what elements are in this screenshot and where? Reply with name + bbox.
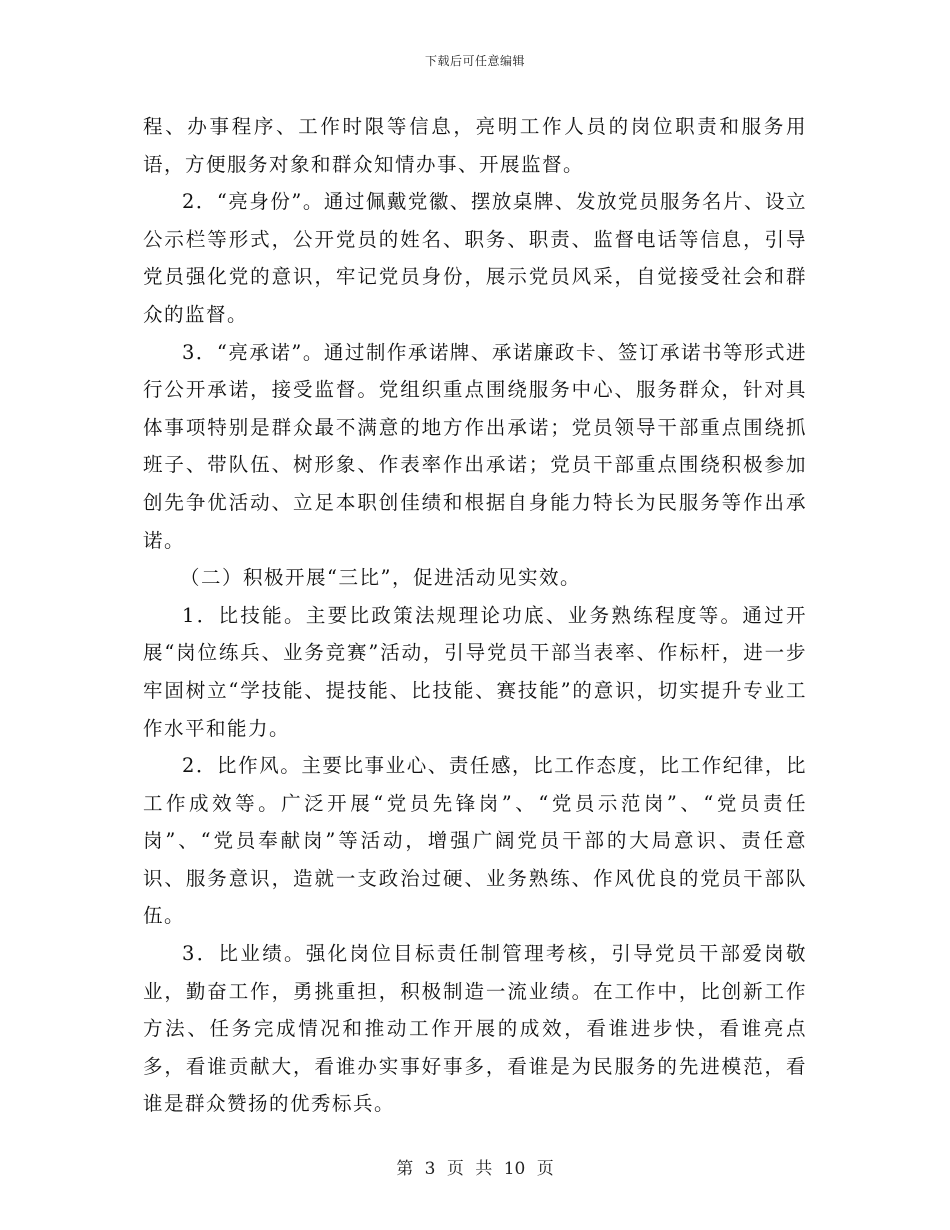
page-number-footer: 第 3 页 共 10 页 xyxy=(396,1159,554,1179)
paragraph-show-identity: 2．“亮身份”。通过佩戴党徽、摆放桌牌、发放党员服务名片、设立公示栏等形式，公开党员的姓名、职务、职责、监督电话等信息，引导党员强化党的意识，牢记党员身份，展示党员风采，自觉接受社会和群众的监督。 xyxy=(143,190,807,326)
paragraph-continuation: 程、办事程序、工作时限等信息，亮明工作人员的岗位职责和服务用语，方便服务对象和群众知情办事、开展监督。 xyxy=(143,115,807,176)
document-body xyxy=(143,108,807,1123)
page-header-note: 下载后可任意编辑 xyxy=(424,54,525,68)
paragraph-compare-style: 2．比作风。主要比事业心、责任感，比工作态度，比工作纪律，比工作成效等。广泛开展“党员先锋岗”、“党员示范岗”、“党员责任岗”、“党员奉献岗”等活动，增强广阔党员干部的大局意识、责任意识、服务意识，造就一支政治过硬、业务熟练、作风优良的党员干部队伍。 xyxy=(143,754,807,928)
paragraph-compare-skills: 1．比技能。主要比政策法规理论功底、业务熟练程度等。通过开展“岗位练兵、业务竞赛”活动，引导党员干部当表率、作标杆，进一步牢固树立“学技能、提技能、比技能、赛技能”的意识，切实提升专业工作水平和能力。 xyxy=(143,603,807,740)
paragraph-show-commitment: 3．“亮承诺”。通过制作承诺牌、承诺廉政卡、签订承诺书等形式进行公开承诺，接受监督。党组织重点围绕服务中心、服务群众，针对具体事项特别是群众最不满意的地方作出承诺；党员领导干部重点围绕抓班子、带队伍、树形象、作表率作出承诺；党员干部重点围绕积极参加创先争优活动、立足本职创佳绩和根据自身能力特长为民服务等作出承诺。 xyxy=(143,340,807,552)
section-heading-three-comparisons: （二）积极开展“三比”，促进活动见实效。 xyxy=(180,566,581,590)
paragraph-compare-performance: 3．比业绩。强化岗位目标责任制管理考核，引导党员干部爱岗敬业，勤奋工作，勇挑重担，积极制造一流业绩。在工作中，比创新工作方法、任务完成情况和推动工作开展的成效，看谁进步快，看谁亮点多，看谁贡献大，看谁办实事好事多，看谁是为民服务的先进模范，看谁是群众赞扬的优秀标兵。 xyxy=(143,942,807,1116)
